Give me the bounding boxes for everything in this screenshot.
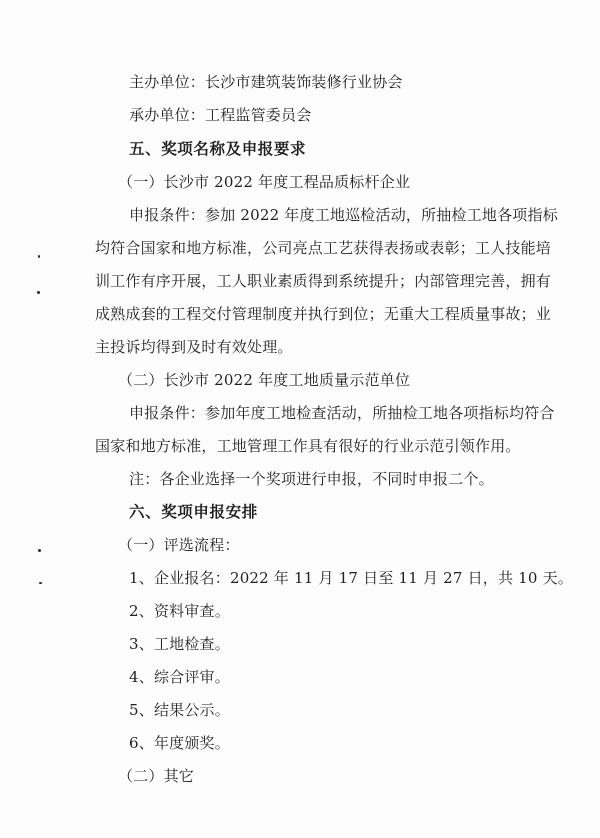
note-line: 注：各企业选择一个奖项进行申报，不同时申报二个。 [129, 470, 494, 488]
scan-speck [38, 549, 41, 552]
section-five-heading: 五、奖项名称及申报要求 [129, 140, 307, 158]
process-step-4: 4、综合评审。 [129, 668, 230, 686]
award-two-title: （二）长沙市 2022 年度工地质量示范单位 [118, 371, 411, 389]
process-step-3: 3、工地检查。 [129, 635, 230, 653]
process-step-5: 5、结果公示。 [129, 701, 230, 719]
award-one-title: （一）长沙市 2022 年度工程品质标杆企业 [118, 173, 411, 191]
selection-process-title: （一）评选流程： [118, 536, 240, 554]
award-two-criteria-line-2: 国家和地方标准，工地管理工作具有很好的行业示范引领作用。 [95, 437, 521, 455]
award-one-criteria-line-3: 训工作有序开展，工人职业素质得到系统提升；内部管理完善，拥有 [95, 272, 552, 290]
award-one-criteria-line-4: 成熟成套的工程交付管理制度并执行到位；无重大工程质量事故；业 [95, 305, 552, 323]
process-step-2: 2、资料审查。 [129, 602, 230, 620]
award-two-criteria-line-1: 申报条件：参加年度工地检查活动，所抽检工地各项指标均符合 [129, 404, 555, 422]
scan-speck [38, 255, 40, 258]
award-one-criteria-line-1: 申报条件：参加 2022 年度工地巡检活动，所抽检工地各项指标 [129, 206, 558, 224]
award-one-criteria-line-2: 均符合国家和地方标准，公司亮点工艺获得表扬或表彰；工人技能培 [95, 239, 552, 257]
co-organizer-line: 承办单位：工程监管委员会 [129, 106, 312, 124]
award-one-criteria-line-5: 主投诉均得到及时有效处理。 [95, 338, 293, 356]
scan-speck [37, 291, 40, 294]
organizer-line: 主办单位：长沙市建筑装饰装修行业协会 [129, 73, 403, 91]
process-step-6: 6、年度颁奖。 [129, 734, 230, 752]
other-section-title: （二）其它 [118, 767, 195, 785]
scan-speck [39, 582, 42, 584]
process-step-1: 1、企业报名：2022 年 11 月 17 日至 11 月 27 日，共 10 天。 [129, 569, 574, 587]
section-six-heading: 六、奖项申报安排 [129, 503, 258, 521]
